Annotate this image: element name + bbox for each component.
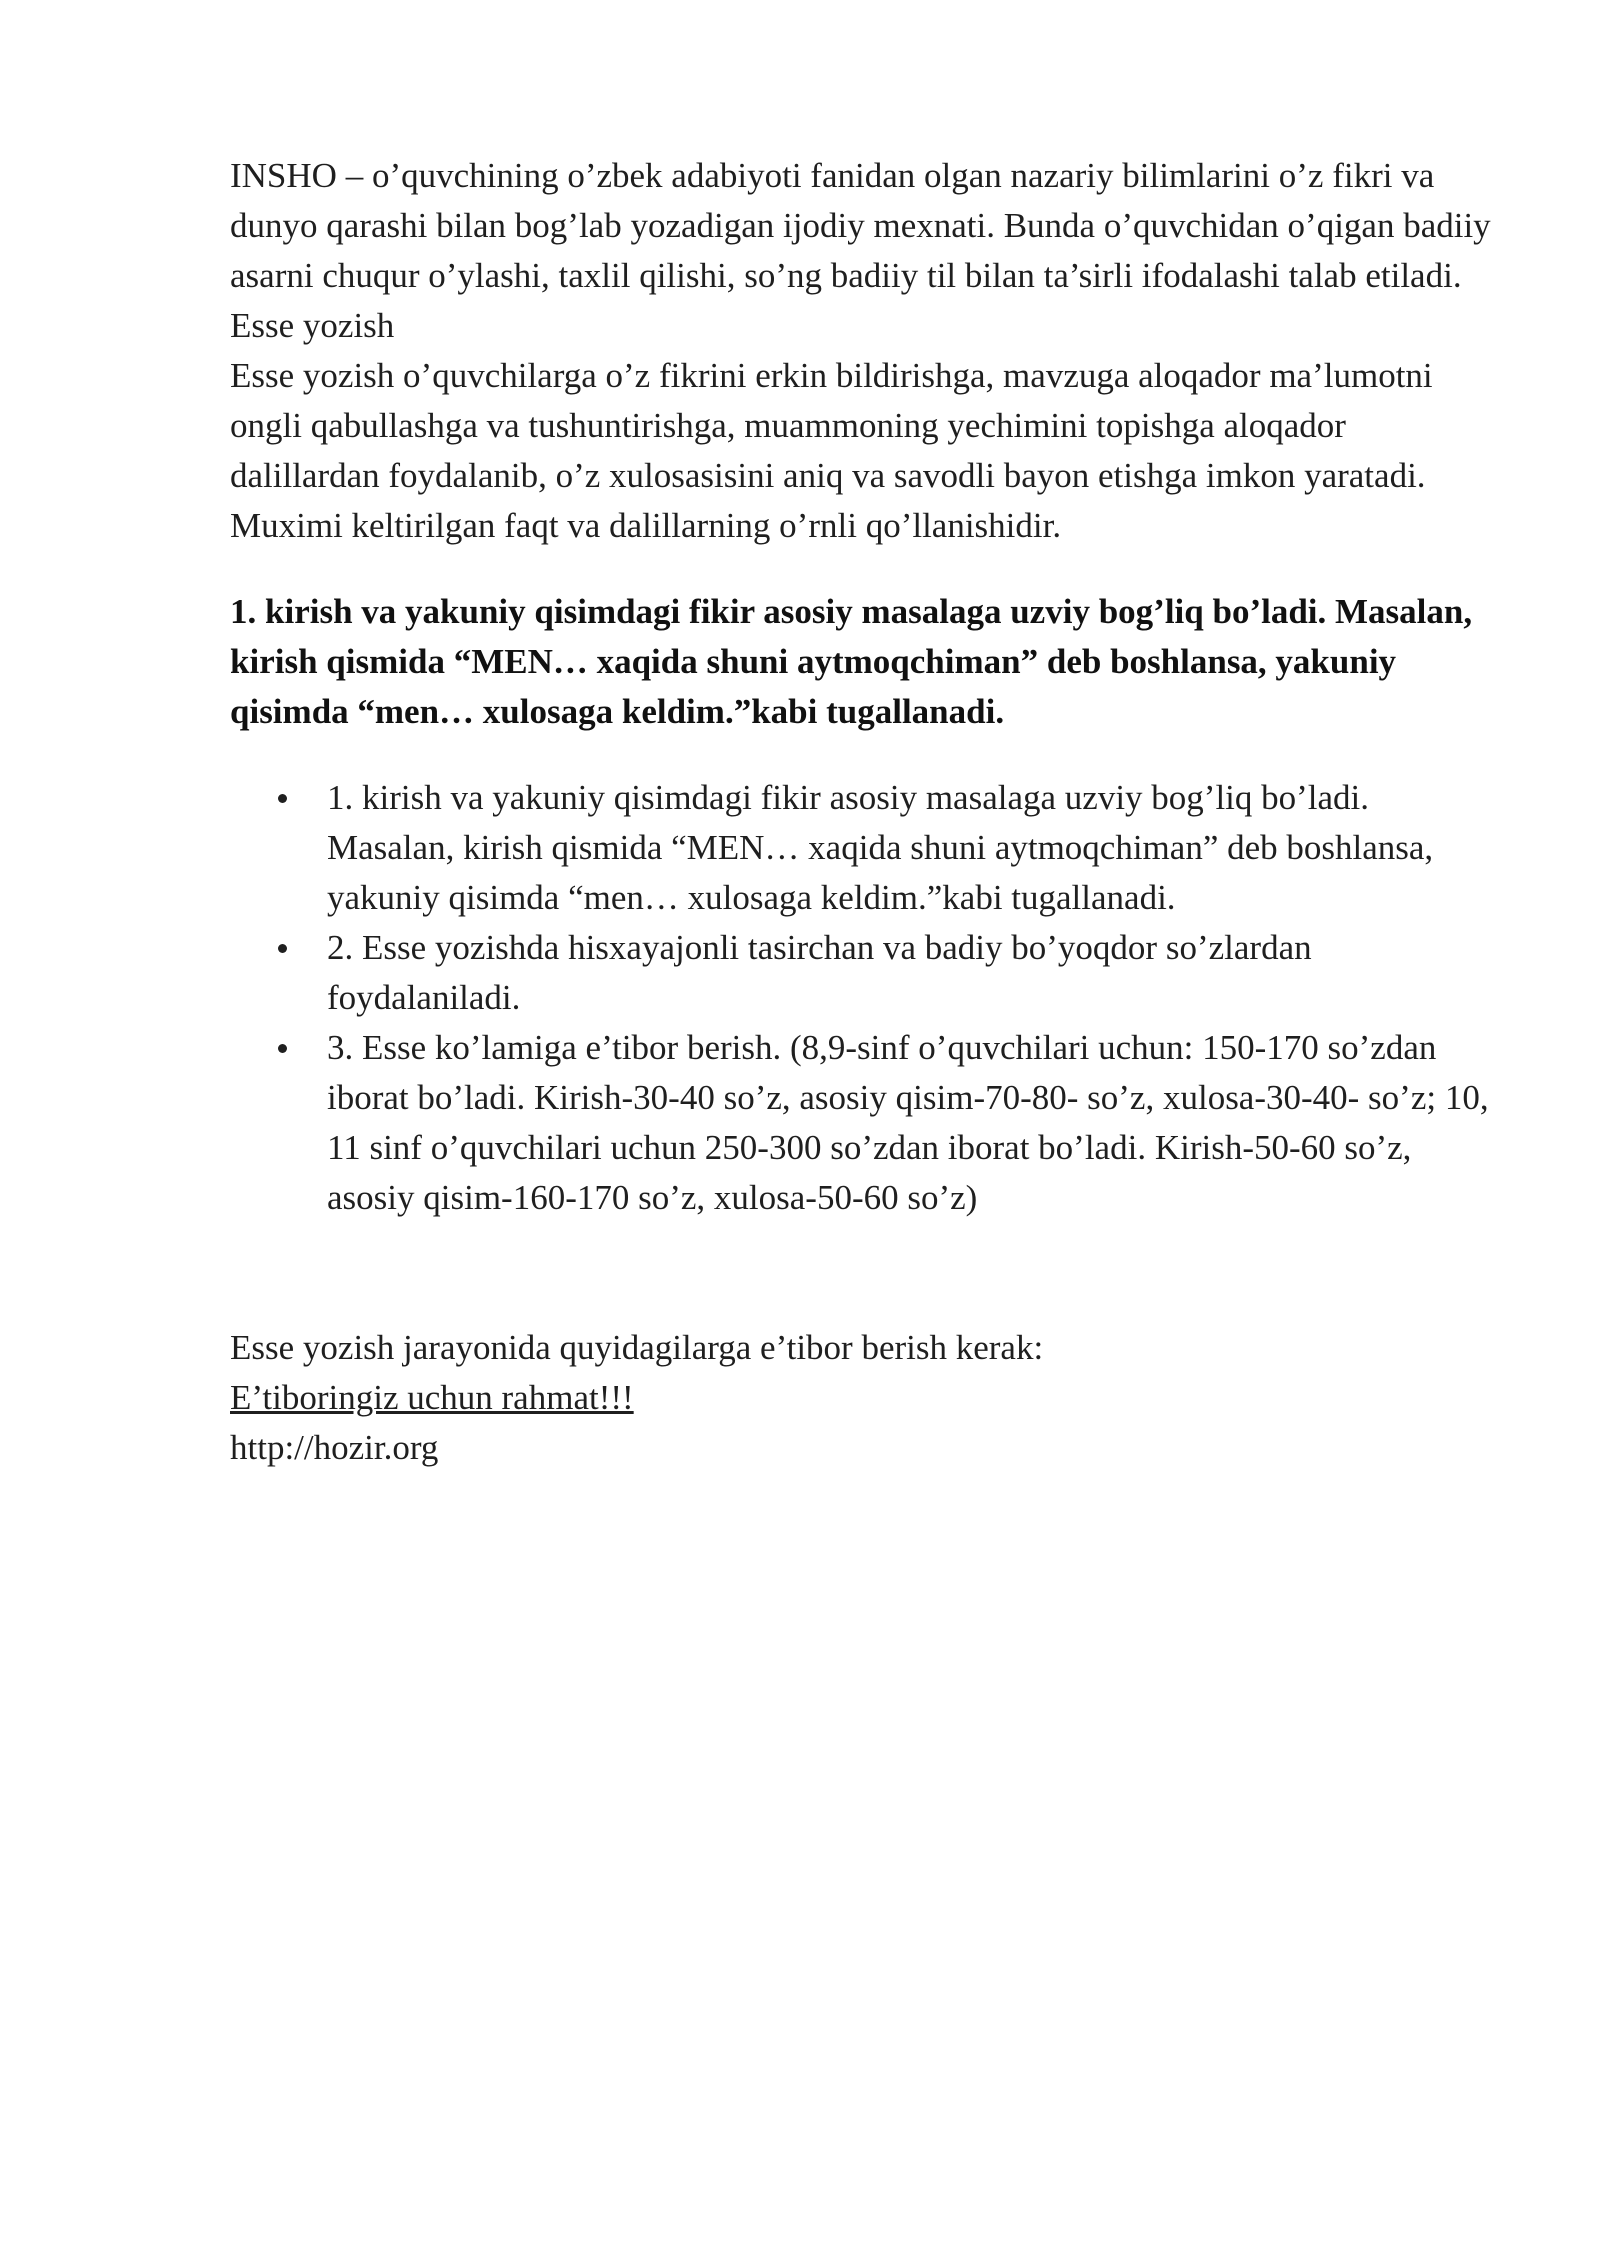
list-item-text: 2. Esse yozishda hisxayajonli tasirchan va badiy bo’yoqdor so’zlardan foydalaniladi.	[327, 928, 1312, 1017]
list-item	[230, 773, 1500, 923]
list-item	[230, 923, 1500, 1023]
spacer	[230, 1223, 1500, 1323]
rules-list	[230, 773, 1500, 1223]
closing-note: Esse yozish jarayonida quyidagilarga e’tibor berish kerak:	[230, 1328, 1044, 1367]
bullet-icon	[278, 1044, 287, 1053]
document-body	[230, 151, 1500, 1473]
list-item-text: 1. kirish va yakuniy qisimdagi fikir asosiy masalaga uzviy bog’liq bo’ladi. Masalan, kirish qismida “MEN… xaqida shuni aytmoqchiman” deb boshlansa, yakuniy qisimda “men… xulosaga keldim.”kabi tugallanadi.	[327, 778, 1434, 917]
source-url: http://hozir.org	[230, 1428, 439, 1467]
bullet-icon	[278, 794, 287, 803]
bullet-icon	[278, 944, 287, 953]
list-item	[230, 1023, 1500, 1223]
spacer	[230, 551, 1500, 587]
list-item-text: 3. Esse ko’lamiga e’tibor berish. (8,9-sinf o’quvchilari uchun: 150-170 so’zdan iborat bo’ladi. Kirish-30-40 so’z, asosiy qisim-70-80- so’z, xulosa-30-40- so’z; 10, 11 sinf o’quvchilari uchun 250-300 so’zdan iborat bo’ladi. Kirish-50-60 so’z, asosiy qisim-160-170 so’z, xulosa-50-60 so’z)	[327, 1028, 1489, 1217]
thanks-text: E’tiboringiz uchun rahmat!!!	[230, 1378, 634, 1417]
esse-paragraph: Esse yozish o’quvchilarga o’z fikrini erkin bildirishga, mavzuga aloqador ma’lumotni ongli qabullashga va tushuntirishga, muammoning yechimini topishga aloqador dalillardan foydalanib, o’z xulosasisini aniq va savodli bayon etishga imkon yaratadi. Muximi keltirilgan faqt va dalillarning o’rnli qo’llanishidir.	[230, 356, 1433, 545]
esse-heading: Esse yozish	[230, 306, 395, 345]
insho-paragraph: INSHO – o’quvchining o’zbek adabiyoti fanidan olgan nazariy bilimlarini o’z fikri va dunyo qarashi bilan bog’lab yozadigan ijodiy mexnati. Bunda o’quvchidan o’qigan badiiy asarni chuqur o’ylashi, taxlil qilishi, so’ng badiiy til bilan ta’sirli ifodalashi talab etiladi.	[230, 156, 1491, 295]
bold-rule-paragraph: 1. kirish va yakuniy qisimdagi fikir asosiy masalaga uzviy bog’liq bo’ladi. Masalan, kirish qismida “MEN… xaqida shuni aytmoqchiman” deb boshlansa, yakuniy qisimda “men… xulosaga keldim.”kabi tugallanadi.	[230, 592, 1473, 731]
